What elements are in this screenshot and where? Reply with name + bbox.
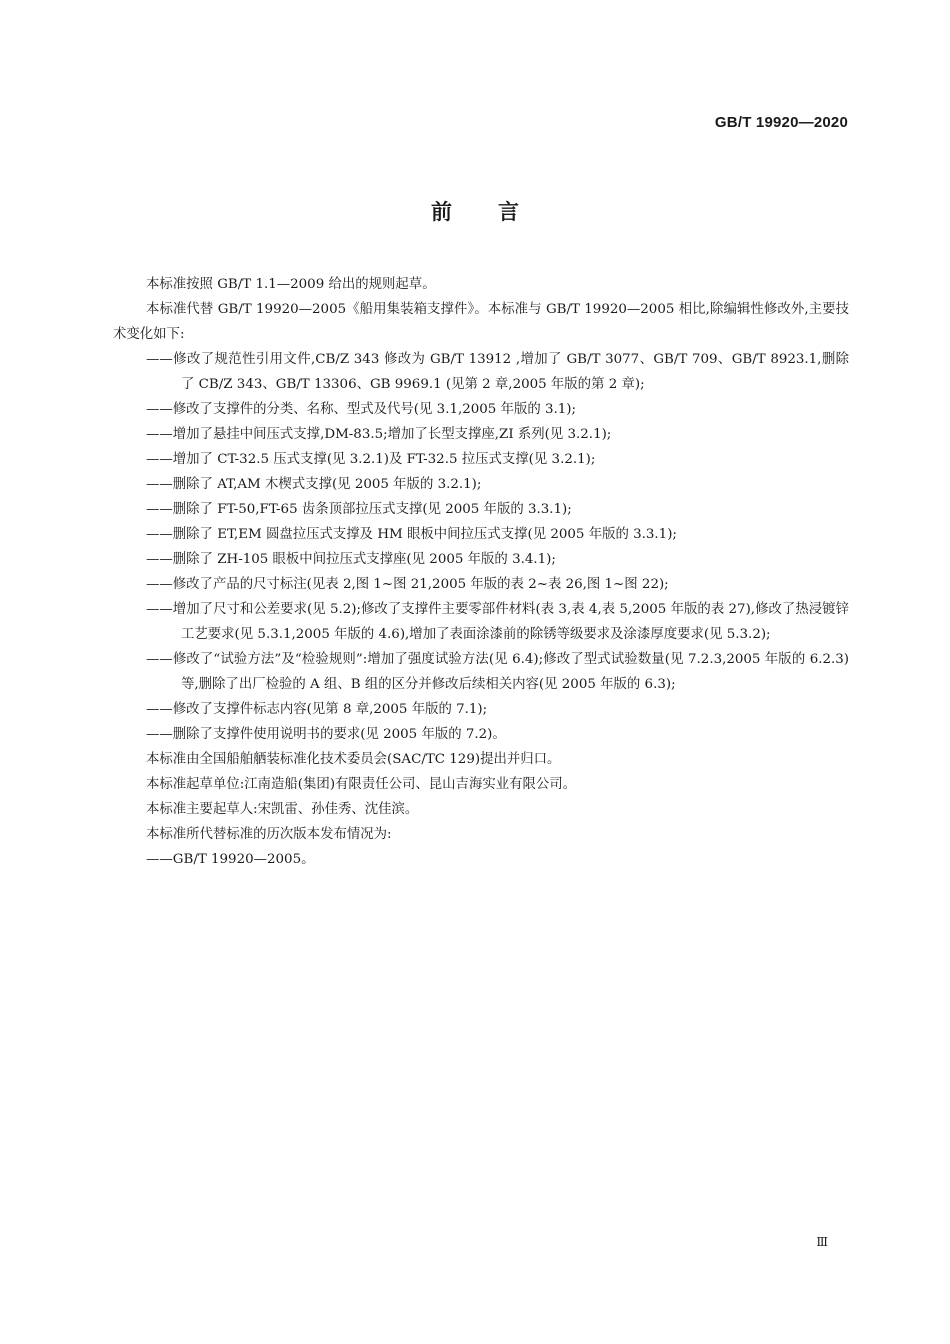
change-item: ——修改了规范性引用文件,CB/Z 343 修改为 GB/T 13912 ,增加了 GB/T 3077、GB/T 709、GB/T 8923.1,删除了 CB/Z 343、GB/T 13306、GB 9969.1 (见第 2 章,2005 年版的第 2 章);	[146, 352, 849, 392]
page-number: Ⅲ	[816, 1235, 828, 1249]
change-item: ——删除了 ZH-105 眼板中间拉压式支撑座(见 2005 年版的 3.4.1);	[146, 552, 556, 567]
change-item: ——修改了产品的尺寸标注(见表 2,图 1~图 21,2005 年版的表 2~表 26,图 1~图 22);	[146, 577, 669, 592]
paragraph-history-intro: 本标准所代替标准的历次版本发布情况为:	[146, 827, 392, 842]
paragraph-replacement: 本标准代替 GB/T 19920—2005《船用集装箱支撑件》。本标准与 GB/T 19920—2005 相比,除编辑性修改外,主要技术变化如下:	[113, 302, 849, 342]
paragraph-drafters: 本标准主要起草人:宋凯雷、孙佳秀、沈佳滨。	[146, 802, 419, 817]
document-body	[113, 272, 849, 872]
change-item: ——修改了支撑件标志内容(见第 8 章,2005 年版的 7.1);	[146, 702, 488, 717]
change-item: ——增加了尺寸和公差要求(见 5.2);修改了支撑件主要零部件材料(表 3,表 4,表 5,2005 年版的表 27),修改了热浸镀锌工艺要求(见 5.3.1,2005 年版的 4.6),增加了表面涂漆前的除锈等级要求及涂漆厚度要求(见 5.3.2);	[146, 602, 849, 642]
change-item: ——删除了 AT,AM 木楔式支撑(见 2005 年版的 3.2.1);	[146, 477, 482, 492]
paragraph-drafting-units: 本标准起草单位:江南造船(集团)有限责任公司、昆山吉海实业有限公司。	[146, 777, 577, 792]
paragraph-drafting-rules: 本标准按照 GB/T 1.1—2009 给出的规则起草。	[146, 277, 436, 292]
change-item: ——删除了 FT-50,FT-65 齿条顶部拉压式支撑(见 2005 年版的 3.3.1);	[146, 502, 572, 517]
paragraph-proposer: 本标准由全国船舶舾装标准化技术委员会(SAC/TC 129)提出并归口。	[146, 752, 561, 767]
page-title: 前言	[431, 200, 565, 224]
change-item: ——删除了支撑件使用说明书的要求(见 2005 年版的 7.2)。	[146, 727, 506, 742]
change-item: ——增加了 CT-32.5 压式支撑(见 3.2.1)及 FT-32.5 拉压式支撑(见 3.2.1);	[146, 452, 596, 467]
change-item: ——增加了悬挂中间压式支撑,DM-83.5;增加了长型支撑座,ZI 系列(见 3.2.1);	[146, 427, 612, 442]
standard-code: GB/T 19920—2020	[714, 114, 848, 131]
change-item: ——修改了支撑件的分类、名称、型式及代号(见 3.1,2005 年版的 3.1);	[146, 402, 577, 417]
change-item: ——修改了“试验方法”及“检验规则”:增加了强度试验方法(见 6.4);修改了型式试验数量(见 7.2.3,2005 年版的 6.2.3)等,删除了出厂检验的 A 组、B 组的区分并修改后续相关内容(见 2005 年版的 6.3);	[146, 652, 849, 692]
history-item: ——GB/T 19920—2005。	[146, 852, 315, 867]
change-item: ——删除了 ET,EM 圆盘拉压式支撑及 HM 眼板中间拉压式支撑(见 2005 年版的 3.3.1);	[146, 527, 677, 542]
